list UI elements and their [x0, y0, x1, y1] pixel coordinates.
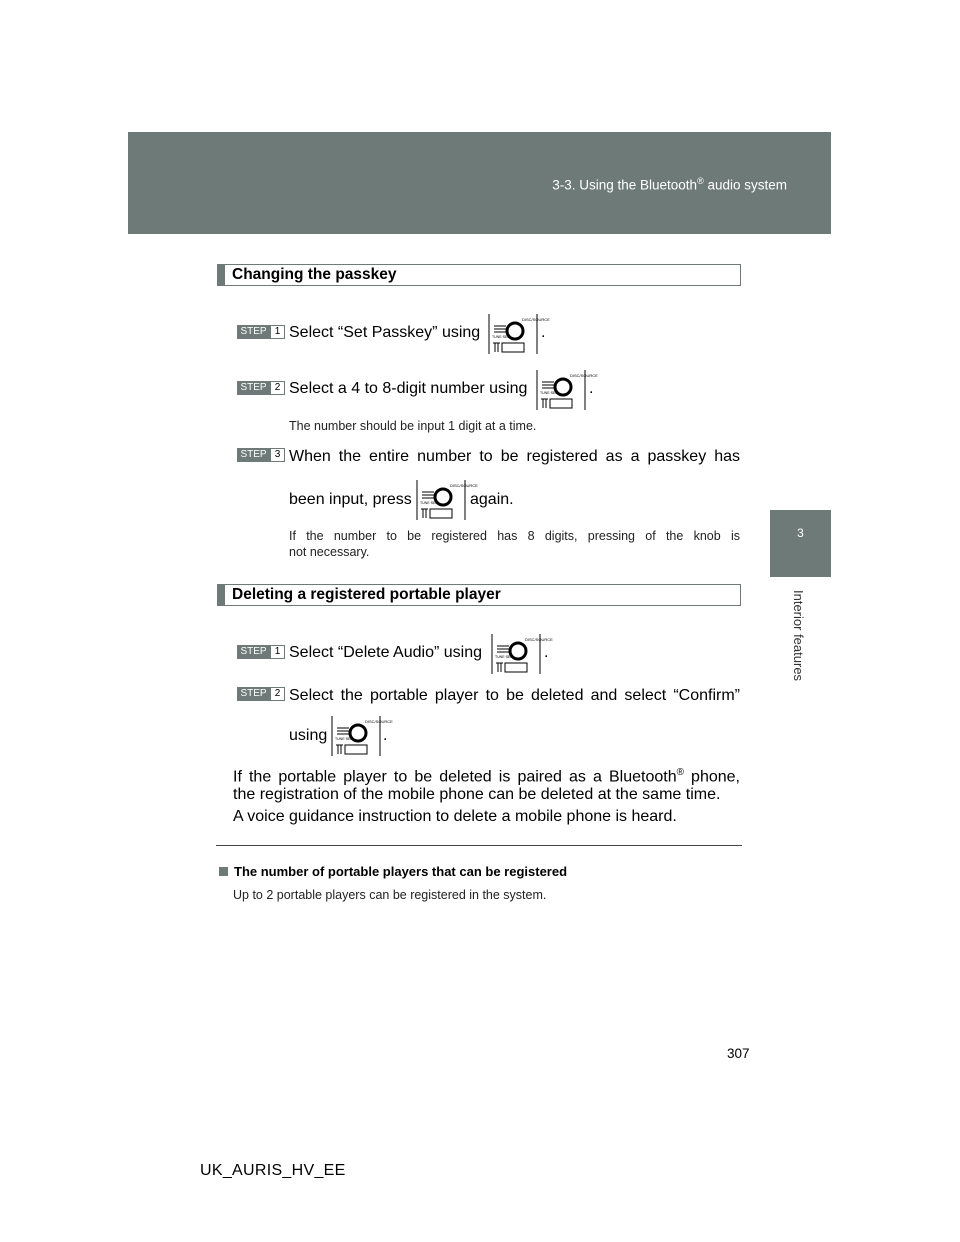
svg-text:TUNE·SEL: TUNE·SEL — [492, 335, 510, 339]
header-band — [128, 132, 831, 234]
step-text-end: . — [383, 727, 388, 744]
svg-text:DISC/SOURCE: DISC/SOURCE — [525, 637, 553, 642]
svg-text:TUNE·SEL: TUNE·SEL — [540, 391, 558, 395]
step-note: If the number to be registered has 8 digits, pressing of the knob is not necessary. — [289, 529, 740, 559]
step-text: been input, press — [289, 491, 412, 508]
chapter-number: 3 — [797, 526, 804, 540]
page-number: 307 — [727, 1046, 750, 1061]
svg-text:TUNE·SEL: TUNE·SEL — [420, 501, 438, 505]
step-badge: STEP 3 — [237, 448, 285, 462]
step-text: Select the portable player to be deleted and select “Confirm” — [289, 687, 740, 704]
svg-text:DISC/SOURCE: DISC/SOURCE — [365, 719, 393, 724]
step-badge: STEP 1 — [237, 645, 285, 659]
paragraph-line: the registration of the mobile phone can be deleted at the same time. — [233, 786, 721, 803]
step-text-end: again. — [470, 491, 514, 508]
document-code: UK_AURIS_HV_EE — [200, 1162, 346, 1179]
step-text-end: . — [541, 324, 546, 341]
step-badge: STEP 2 — [237, 687, 285, 701]
section-heading-changing-passkey: Changing the passkey — [217, 264, 741, 286]
tune-sel-knob-icon — [491, 632, 553, 676]
step-badge: STEP 1 — [237, 325, 285, 339]
step-text-end: . — [589, 380, 594, 397]
svg-text:DISC/SOURCE: DISC/SOURCE — [450, 483, 478, 488]
section-title: 3-3. Using the Bluetooth® audio system — [552, 176, 787, 193]
section-heading-deleting-player: Deleting a registered portable player — [217, 584, 741, 606]
step-text: Select a 4 to 8-digit number using — [289, 380, 528, 397]
tune-sel-knob-icon — [416, 478, 478, 522]
info-body: Up to 2 portable players can be registered in the system. — [233, 888, 547, 902]
chapter-tab — [770, 510, 831, 577]
step-text: using — [289, 727, 328, 744]
step-text: When the entire number to be registered as a passkey has — [289, 448, 740, 465]
chapter-label: Interior features — [791, 590, 806, 682]
step-text: Select “Set Passkey” using — [289, 324, 481, 341]
svg-text:DISC/SOURCE: DISC/SOURCE — [522, 317, 550, 322]
svg-text:TUNE·SEL: TUNE·SEL — [335, 737, 353, 741]
step-note: The number should be input 1 digit at a time. — [289, 419, 537, 433]
step-badge: STEP 2 — [237, 381, 285, 395]
svg-text:TUNE·SEL: TUNE·SEL — [495, 655, 513, 659]
divider — [216, 845, 742, 846]
info-title: The number of portable players that can be registered — [219, 864, 567, 879]
tune-sel-knob-icon — [536, 368, 598, 412]
tune-sel-knob-icon — [331, 714, 393, 758]
paragraph-line: If the portable player to be deleted is paired as a Bluetooth® phone, — [233, 767, 740, 786]
square-bullet-icon — [219, 867, 228, 876]
svg-text:DISC/SOURCE: DISC/SOURCE — [570, 373, 598, 378]
step-text: Select “Delete Audio” using — [289, 644, 482, 661]
paragraph-line: A voice guidance instruction to delete a mobile phone is heard. — [233, 808, 677, 825]
tune-sel-knob-icon — [488, 312, 550, 356]
step-text-end: . — [544, 644, 549, 661]
